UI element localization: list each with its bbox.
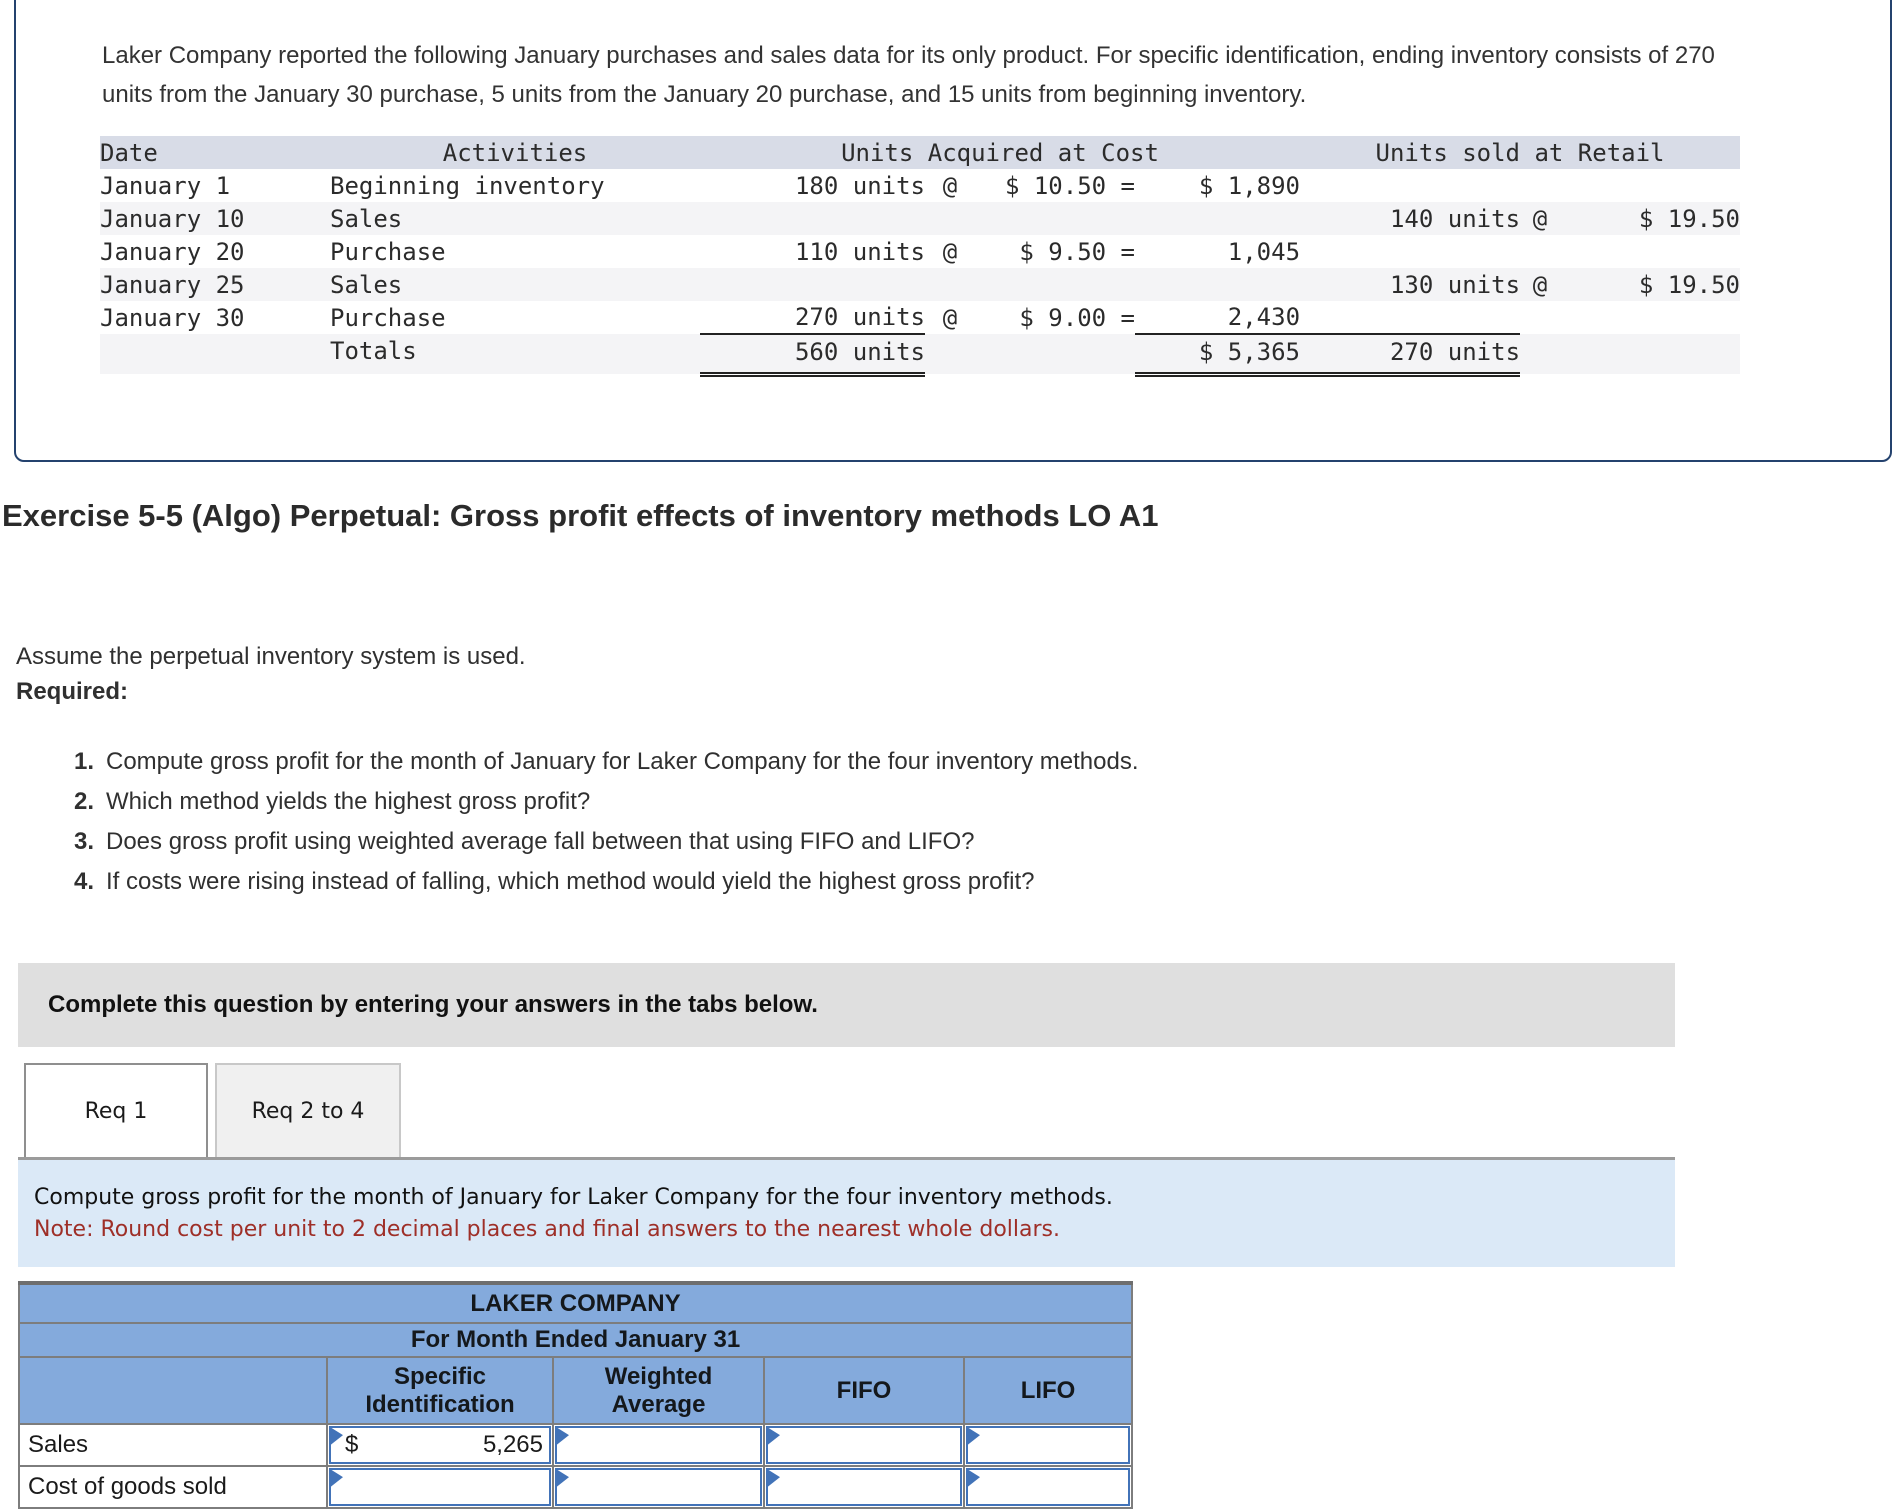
table-row xyxy=(100,202,1740,235)
required-label: Required: xyxy=(16,678,129,705)
cell-units: 180 units xyxy=(794,171,925,200)
cell-date: January 25 xyxy=(100,270,245,299)
cell-retail-price xyxy=(1560,169,1740,202)
cell-price xyxy=(975,334,1135,374)
problem-card xyxy=(14,0,1892,462)
table-row xyxy=(100,235,1740,268)
table-row xyxy=(100,169,1740,202)
list-item xyxy=(74,828,1139,855)
cell-at: @ xyxy=(942,237,958,266)
cell-activity: Purchase xyxy=(330,303,446,332)
tab-content-panel xyxy=(18,1157,1675,1267)
panel-instruction: Compute gross profit for the month of January for Laker Company for the four inventory methods. xyxy=(34,1185,1113,1210)
gross-profit-worksheet xyxy=(18,1281,1133,1509)
column-header-blank xyxy=(19,1357,327,1424)
worksheet-period-row xyxy=(19,1323,1132,1357)
cell-retail-at xyxy=(1520,235,1560,268)
cell-retail-units xyxy=(1300,169,1520,202)
problem-description: Laker Company reported the following January purchases and sales data for its only product. For specific identification, ending inventory consists of 270 units from the January 30 purchase, 5 units from the January 20 purchase, and 15 units from beginning inventory. xyxy=(102,42,1715,108)
cell-retail-units xyxy=(1300,301,1520,334)
input-sales-weighted-average[interactable] xyxy=(555,1426,762,1464)
cell-amount: $ 1,890 xyxy=(1198,171,1301,200)
input-value: 5,265 xyxy=(482,1431,543,1458)
col-header-date: Date xyxy=(100,138,158,167)
cell-retail-price: $ 19.50 xyxy=(1638,270,1741,299)
cell-price xyxy=(975,268,1135,301)
cell-price: $ 9.50 = xyxy=(1019,237,1135,266)
cell-retail-price: $ 19.50 xyxy=(1638,204,1741,233)
input-flag-icon xyxy=(556,1469,569,1496)
cell-activity: Totals xyxy=(330,337,417,365)
cell-units: 270 units xyxy=(700,301,925,334)
cell-at: @ xyxy=(942,303,958,332)
item-number: 2. xyxy=(74,788,95,815)
table-row xyxy=(100,268,1740,301)
col-header-activities: Activities xyxy=(442,138,588,167)
row-label-sales: Sales xyxy=(19,1424,327,1466)
column-header-weighted-average: Weighted Average xyxy=(553,1357,764,1424)
input-cogs-weighted-average[interactable] xyxy=(555,1468,762,1506)
list-item xyxy=(74,868,1139,895)
item-number: 3. xyxy=(74,828,95,855)
input-cogs-fifo[interactable] xyxy=(766,1468,962,1506)
tab-req-1[interactable]: Req 1 xyxy=(24,1063,208,1157)
assumption-text: Assume the perpetual inventory system is used. xyxy=(16,643,526,670)
cell-activity: Beginning inventory xyxy=(330,171,605,200)
cell-retail-at: @ xyxy=(1532,204,1548,233)
input-flag-icon xyxy=(967,1427,980,1454)
input-sales-specific-identification[interactable] xyxy=(329,1426,551,1464)
company-name: LAKER COMPANY xyxy=(19,1283,1132,1323)
cell-activity: Purchase xyxy=(330,237,446,266)
input-flag-icon xyxy=(330,1427,343,1454)
input-flag-icon xyxy=(556,1427,569,1454)
currency-prefix: $ xyxy=(345,1431,359,1458)
table-row-totals xyxy=(100,334,1740,374)
cell-amount: $ 5,365 xyxy=(1135,334,1300,374)
cell-at: @ xyxy=(942,171,958,200)
cell-activity: Sales xyxy=(330,270,403,299)
list-item xyxy=(74,788,1139,815)
cell-retail-price xyxy=(1560,334,1740,374)
column-header-fifo: FIFO xyxy=(764,1357,964,1424)
item-number: 1. xyxy=(74,748,95,775)
cell-units: 110 units xyxy=(794,237,925,266)
worksheet-row-cogs xyxy=(19,1466,1132,1508)
item-text: Which method yields the highest gross profit? xyxy=(106,788,591,815)
cell-amount: 2,430 xyxy=(1135,301,1300,334)
table-row xyxy=(100,301,1740,334)
cell-retail-price xyxy=(1560,235,1740,268)
requirement-tabs xyxy=(24,1063,401,1157)
worksheet-title-row xyxy=(19,1283,1132,1323)
cell-date: January 10 xyxy=(100,204,245,233)
cell-units xyxy=(700,202,925,235)
cell-units xyxy=(700,268,925,301)
cell-date: January 30 xyxy=(100,303,245,332)
cell-at xyxy=(925,202,975,235)
item-text: Does gross profit using weighted average fall between that using FIFO and LIFO? xyxy=(106,828,975,855)
cell-retail-at xyxy=(1520,334,1560,374)
tab-req-2-to-4[interactable]: Req 2 to 4 xyxy=(215,1063,401,1157)
row-label-cogs: Cost of goods sold xyxy=(19,1466,327,1508)
input-flag-icon xyxy=(767,1469,780,1496)
input-flag-icon xyxy=(330,1469,343,1496)
col-header-units-acquired: Units Acquired at Cost xyxy=(841,138,1159,167)
item-text: Compute gross profit for the month of January for Laker Company for the four inventory methods. xyxy=(106,748,1139,775)
cell-amount xyxy=(1135,202,1300,235)
cell-date: January 20 xyxy=(100,237,245,266)
cell-retail-units: 140 units xyxy=(1389,204,1521,233)
cell-units: 560 units xyxy=(700,334,925,374)
column-header-lifo: LIFO xyxy=(964,1357,1132,1424)
inventory-activity-table xyxy=(100,136,1740,377)
col-header-units-sold: Units sold at Retail xyxy=(1375,138,1665,167)
cell-retail-units xyxy=(1300,235,1520,268)
cell-price xyxy=(975,202,1135,235)
cell-price: $ 9.00 = xyxy=(1019,303,1135,332)
cell-at xyxy=(925,268,975,301)
input-flag-icon xyxy=(767,1427,780,1454)
input-cogs-lifo[interactable] xyxy=(966,1468,1130,1506)
cell-activity: Sales xyxy=(330,204,403,233)
cell-retail-at xyxy=(1520,301,1560,334)
worksheet-columns-row xyxy=(19,1357,1132,1424)
cell-amount: 1,045 xyxy=(1227,237,1301,266)
list-item xyxy=(74,748,1139,775)
cell-retail-units: 130 units xyxy=(1389,270,1521,299)
item-number: 4. xyxy=(74,868,95,895)
cell-at xyxy=(925,334,975,374)
completion-banner xyxy=(18,963,1675,1047)
item-text: If costs were rising instead of falling, which method would yield the highest gross profit? xyxy=(106,868,1035,895)
cell-price: $ 10.50 = xyxy=(1004,171,1135,200)
cell-retail-units: 270 units xyxy=(1300,334,1520,374)
inventory-header-row xyxy=(100,136,1740,169)
cell-date xyxy=(100,334,330,374)
required-items-list xyxy=(74,748,1139,908)
cell-amount xyxy=(1135,268,1300,301)
cell-retail-at: @ xyxy=(1532,270,1548,299)
period-label: For Month Ended January 31 xyxy=(19,1323,1132,1357)
worksheet-row-sales xyxy=(19,1424,1132,1466)
panel-note: Note: Round cost per unit to 2 decimal places and final answers to the nearest whole dollars. xyxy=(34,1217,1060,1242)
input-flag-icon xyxy=(967,1469,980,1496)
input-sales-fifo[interactable] xyxy=(766,1426,962,1464)
banner-text: Complete this question by entering your answers in the tabs below. xyxy=(48,991,818,1018)
input-sales-lifo[interactable] xyxy=(966,1426,1130,1464)
cell-retail-at xyxy=(1520,169,1560,202)
cell-retail-price xyxy=(1560,301,1740,334)
page-title: Exercise 5-5 (Algo) Perpetual: Gross profit effects of inventory methods LO A1 xyxy=(2,498,1159,533)
cell-date: January 1 xyxy=(100,171,231,200)
column-header-specific-identification: Specific Identification xyxy=(327,1357,553,1424)
input-cogs-specific-identification[interactable] xyxy=(329,1468,551,1506)
